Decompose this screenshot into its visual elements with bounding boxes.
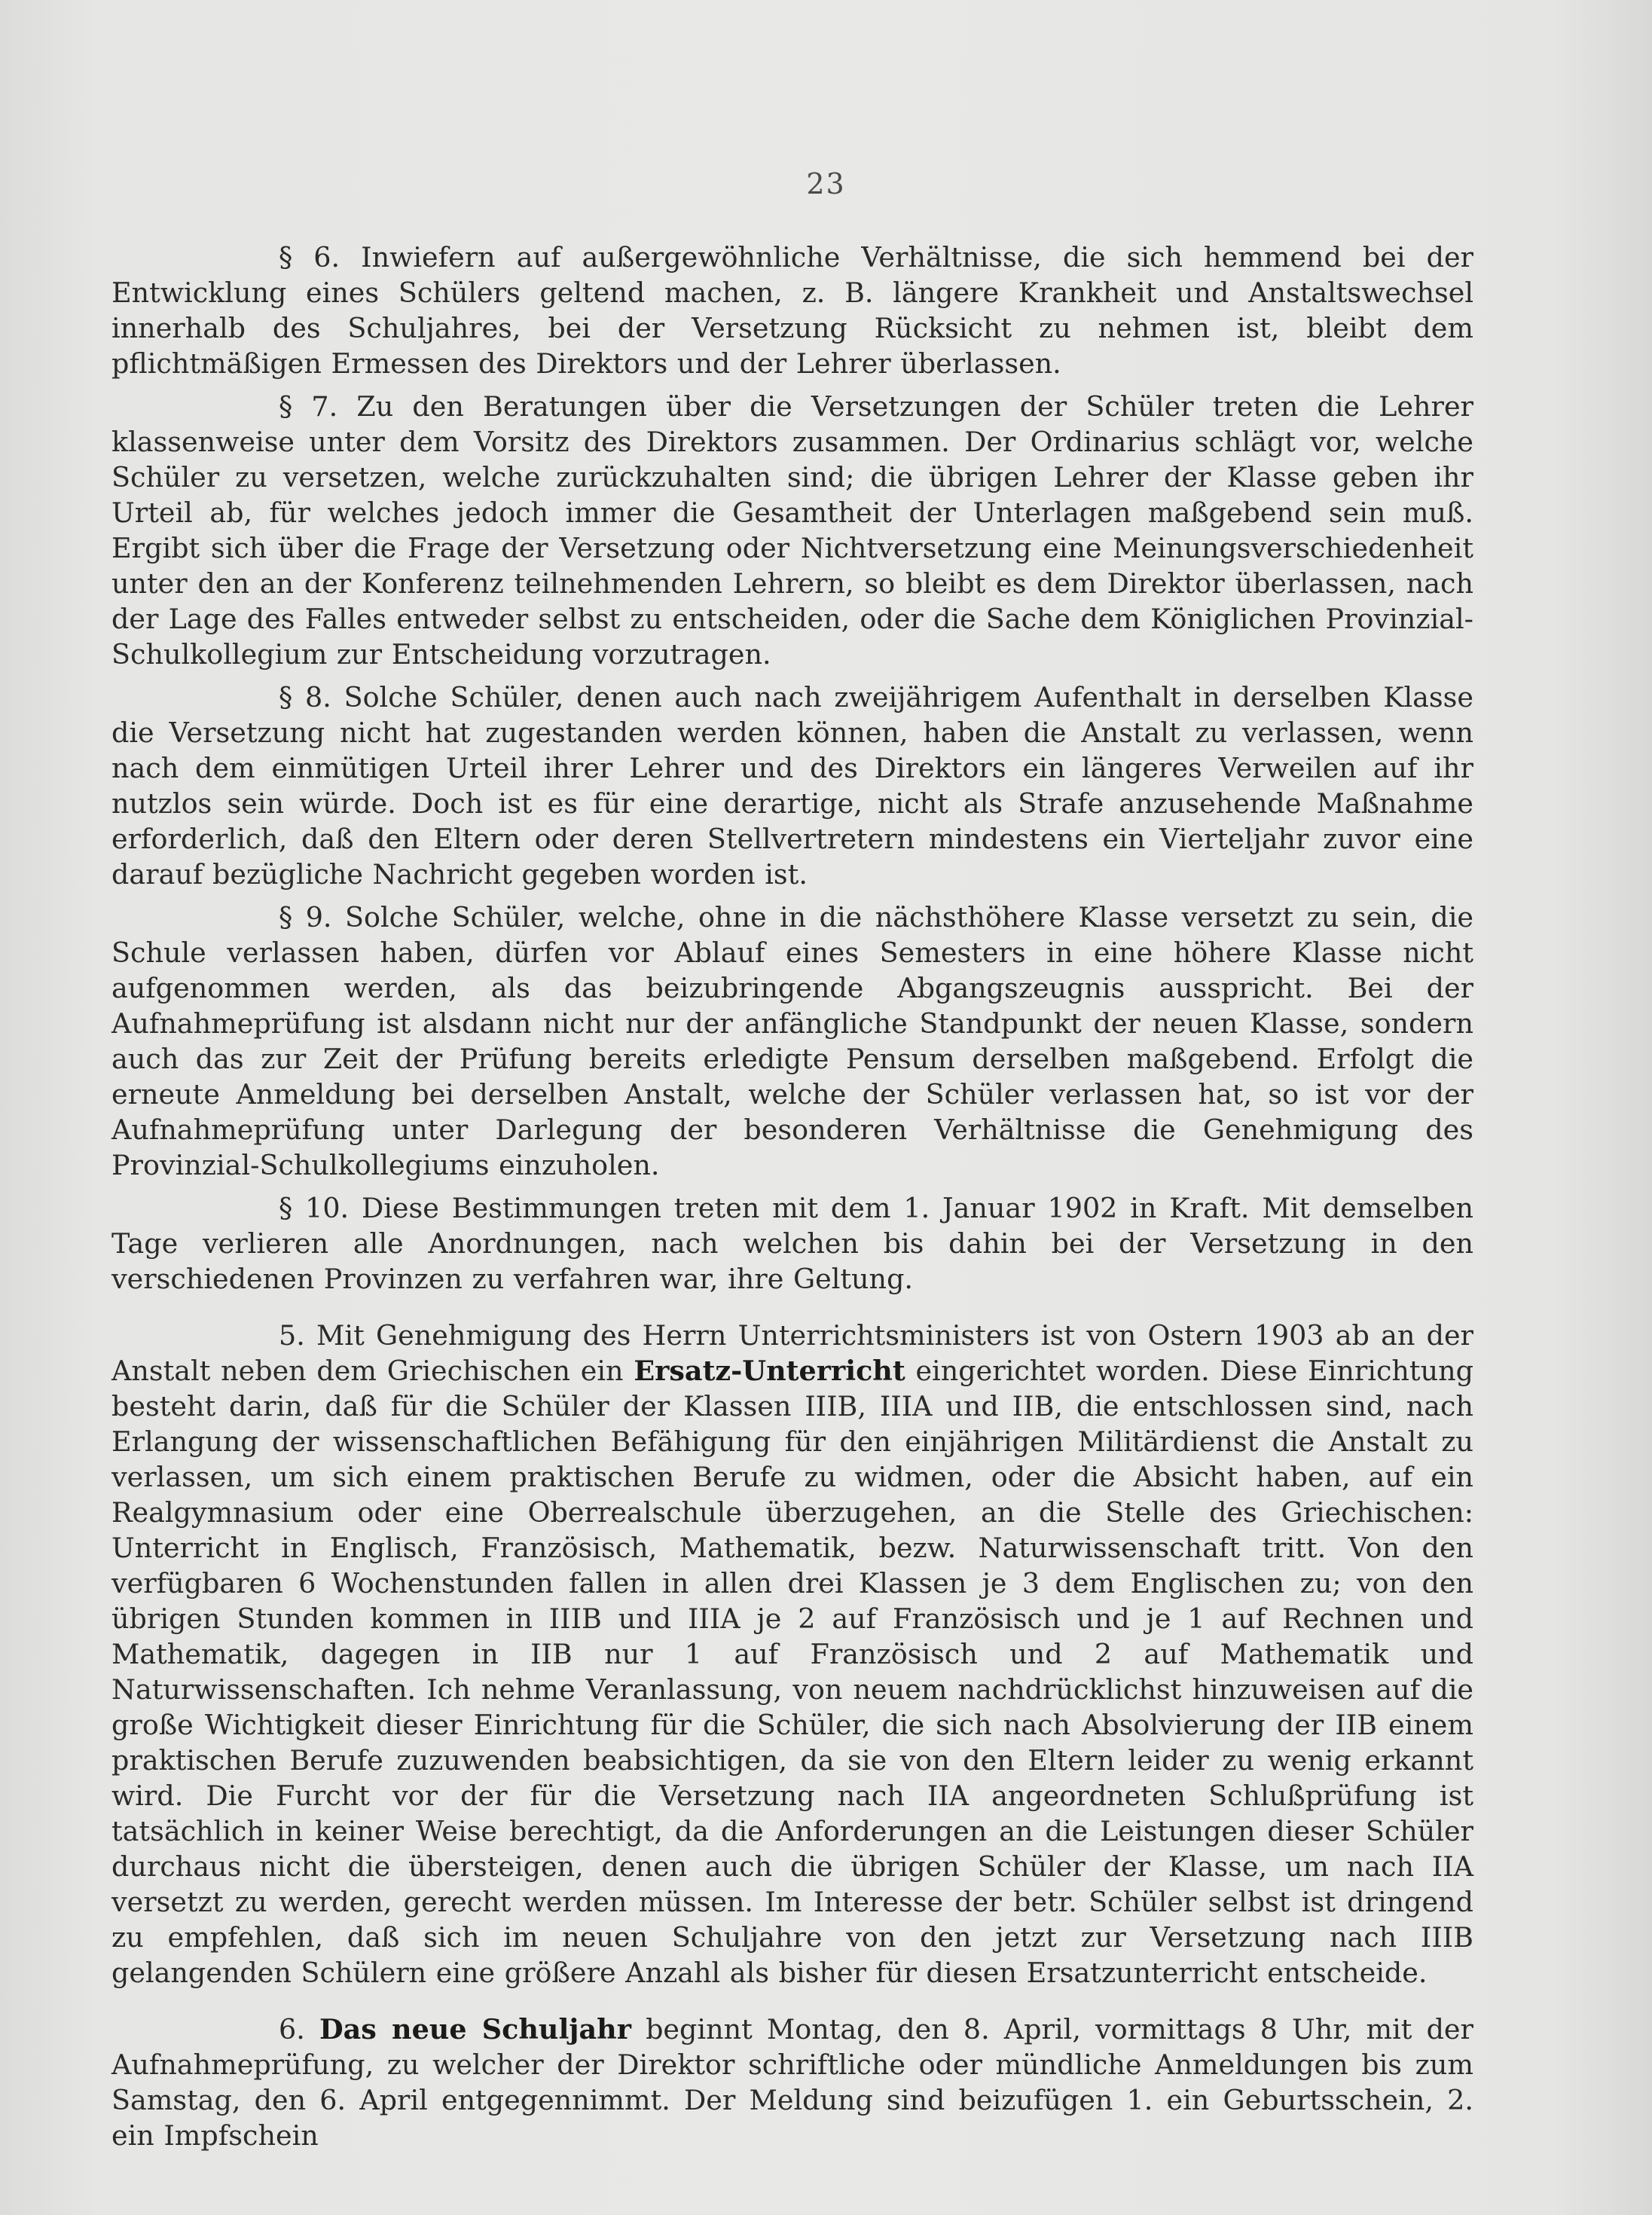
item-5-emphasis: Ersatz-Unterricht (634, 1355, 905, 1387)
paragraph-item-6 (111, 2012, 1473, 2153)
paragraph-section-9: § 9. Solche Schüler, welche, ohne in die nächsthöhere Klasse versetzt zu sein, die Schule verlassen haben, dürfen vor Ablauf eines Semesters in eine höhere Klasse nicht aufgenommen werden, als das beizubringende Abgangszeugnis ausspricht. Bei der Aufnahmeprüfung ist alsdann nicht nur der anfängliche Standpunkt der neuen Klasse, sondern auch das zur Zeit der Prüfung bereits erledigte Pensum derselben maßgebend. Erfolgt die erneute Anmeldung bei derselben Anstalt, welche der Schüler verlassen hat, so ist vor der Aufnahmeprüfung unter Darlegung der besonderen Verhältnisse die Genehmigung des Provinzial-Schulkollegiums einzuholen. (111, 901, 1473, 1181)
paragraph-section-8: § 8. Solche Schüler, denen auch nach zweijährigem Aufenthalt in derselben Klasse die Versetzung nicht hat zugestanden werden können, haben die Anstalt zu verlassen, wenn nach dem einmütigen Urteil ihrer Lehrer und des Direktors ein längeres Verweilen auf ihr nutzlos sein würde. Doch ist es für eine derartige, nicht als Strafe anzusehende Maßnahme erforderlich, daß den Eltern oder deren Stellvertretern mindestens ein Vierteljahr zuvor eine darauf bezügliche Nachricht gegeben worden ist. (111, 681, 1473, 891)
paragraph-section-6: § 6. Inwiefern auf außergewöhnliche Verhältnisse, die sich hemmend bei der Entwicklung eines Schülers geltend machen, z. B. längere Krankheit und Anstaltswechsel innerhalb des Schuljahres, bei der Versetzung Rücksicht zu nehmen ist, bleibt dem pflichtmäßigen Ermessen des Direktors und der Lehrer überlassen. (111, 241, 1473, 380)
item-6-emphasis: Das neue Schuljahr (319, 2013, 631, 2045)
body-text (111, 240, 1473, 2153)
paragraph-section-10: § 10. Diese Bestimmungen treten mit dem 1. Januar 1902 in Kraft. Mit demselben Tage verlieren alle Anordnungen, nach welchen bis dahin bei der Versetzung in den verschiedenen Provinzen zu verfahren war, ihre Geltung. (111, 1192, 1473, 1295)
page-number: 23 (806, 167, 846, 200)
paragraph-item-5 (111, 1318, 1473, 1990)
item-5-text-start: 5. Mit Genehmigung des Herrn Unterrichtsministers ist von Ostern 1903 ab an der Anstalt neben dem Griechischen ein (111, 1319, 1473, 1387)
paragraph-section-7: § 7. Zu den Beratungen über die Versetzungen der Schüler treten die Lehrer klassenweise unter dem Vorsitz des Direktors zusammen. Der Ordinarius schlägt vor, welche Schüler zu versetzen, welche zurückzuhalten sind; die übrigen Lehrer der Klasse geben ihr Urteil ab, für welches jedoch immer die Gesamtheit der Unterlagen maßgebend sein muß. Ergibt sich über die Frage der Versetzung oder Nichtversetzung eine Meinungsverschiedenheit unter den an der Konferenz teilnehmenden Lehrern, so bleibt es dem Direktor überlassen, nach der Lage des Falles entweder selbst zu entscheiden, oder die Sache dem Königlichen Provinzial-Schulkollegium zur Entscheidung vorzutragen. (111, 390, 1473, 671)
item-5-text-end: eingerichtet worden. Diese Einrichtung besteht darin, daß für die Schüler der Klassen IIIB, IIIA und IIB, die entschlossen sind, nach Erlangung der wissenschaftlichen Befähigung für den einjährigen Militärdienst die Anstalt zu verlassen, um sich einem praktischen Berufe zu widmen, oder die Absicht haben, auf ein Realgymnasium oder eine Oberrealschule überzugehen, an die Stelle des Griechischen: Unterricht in Englisch, Französisch, Mathematik, bezw. Naturwissenschaft tritt. Von den verfügbaren 6 Wochenstunden fallen in allen drei Klassen je 3 dem Englischen zu; von den übrigen Stunden kommen in IIIB und IIIA je 2 auf Französisch und je 1 auf Rechnen und Mathematik, dagegen in IIB nur 1 auf Französisch und 2 auf Mathematik und Naturwissenschaften. Ich nehme Veranlassung, von neuem nachdrücklichst hinzuweisen auf die große Wichtigkeit dieser Einrichtung für die Schüler, die sich nach Absolvierung der IIB einem praktischen Berufe zuzuwenden beabsichtigen, da sie von den Eltern leider zu wenig erkannt wird. Die Furcht vor der für die Versetzung nach IIA angeordneten Schlußprüfung ist tatsächlich in keiner Weise berechtigt, da die Anforderungen an die Leistungen dieser Schüler durchaus nicht die übersteigen, denen auch die übrigen Schüler der Klasse, um nach IIA versetzt zu werden, gerecht werden müssen. Im Interesse der betr. Schüler selbst ist dringend zu empfehlen, daß sich im neuen Schuljahre von den jetzt zur Versetzung nach IIIB gelangenden Schülern eine größere Anzahl als bisher für diesen Ersatzunterricht entscheide. (111, 1355, 1473, 1989)
item-6-text: beginnt Montag, den 8. April, vormittags 8 Uhr, mit der Aufnahmeprüfung, zu welcher der Direktor schriftliche oder mündliche Anmeldungen bis zum Samstag, den 6. April entgegennimmt. Der Meldung sind beizufügen 1. ein Geburtsschein, 2. ein Impfschein (111, 2013, 1473, 2152)
item-6-number: 6. (279, 2013, 319, 2045)
